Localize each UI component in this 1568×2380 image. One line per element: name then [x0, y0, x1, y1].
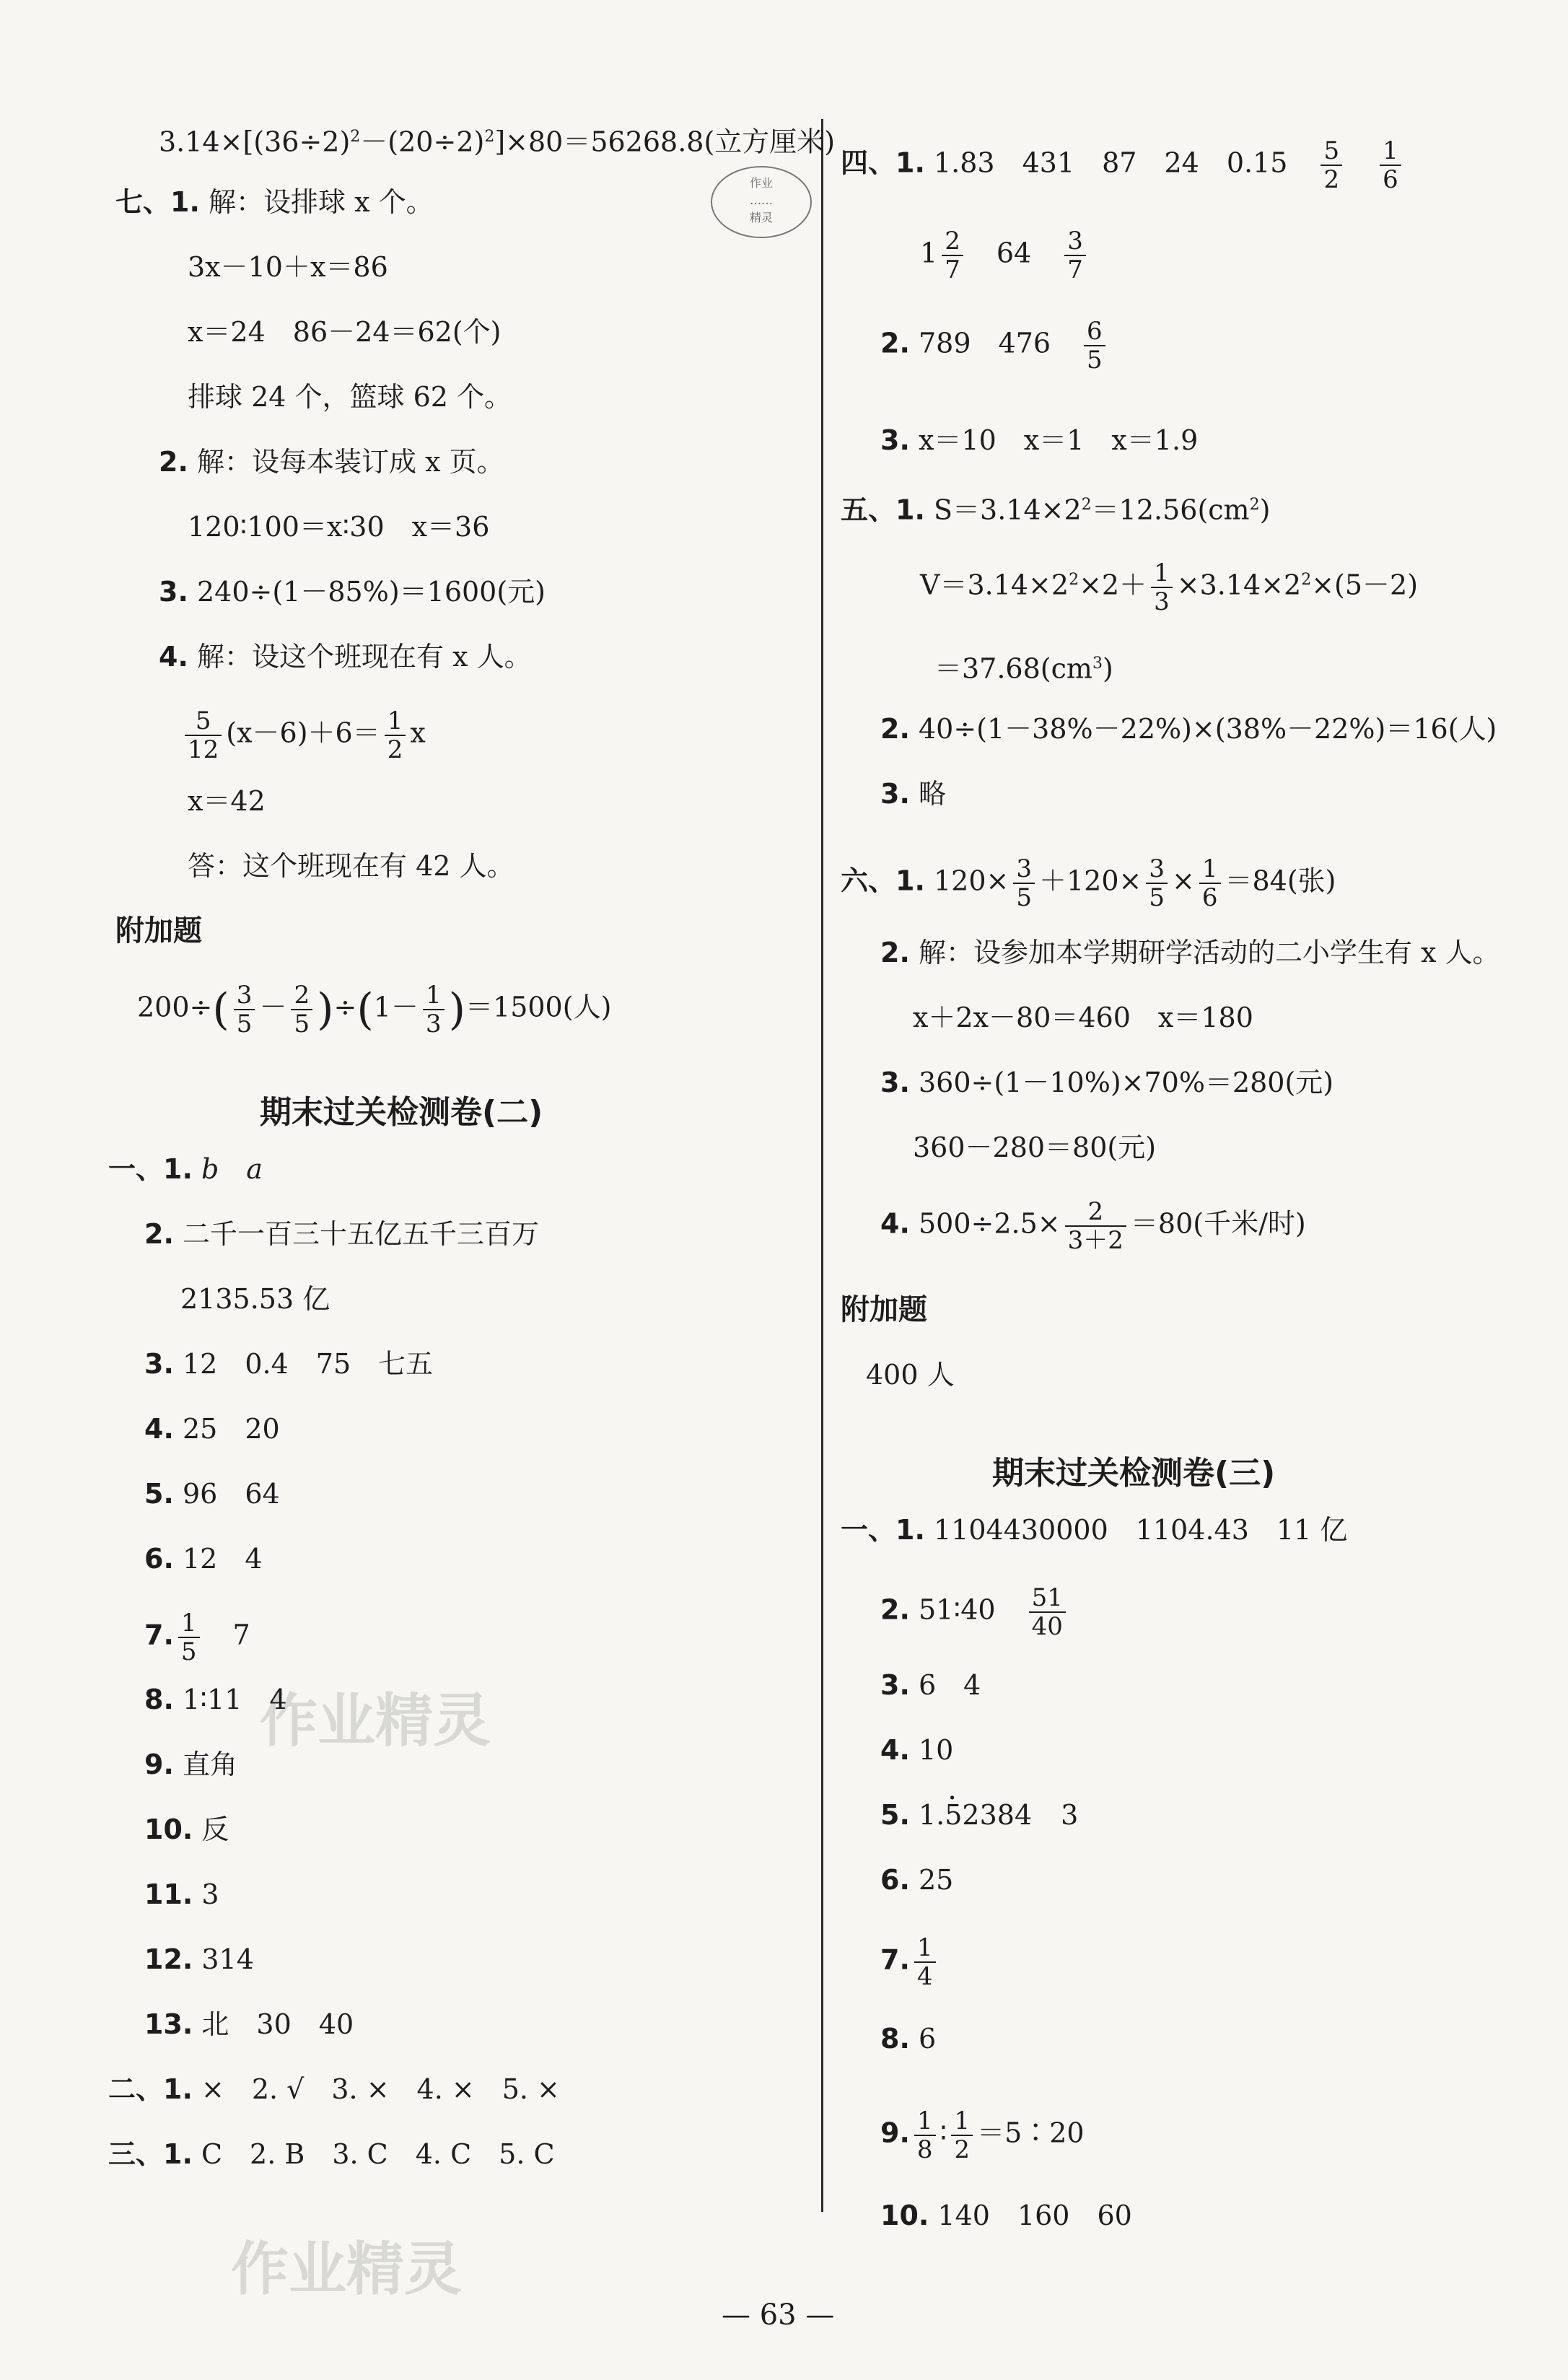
answer-line: $=37.68(cm^3)$ [934, 652, 1113, 685]
answer-line: 3x－10＋x＝86 [188, 251, 388, 283]
answer-line: 120∶100＝x∶30 x＝36 [188, 511, 490, 543]
section-title: 期末过关检测卷(三) [992, 1455, 1276, 1492]
answer-1-10: 10. 反 [144, 1814, 229, 1845]
answer-line: 1 $\frac{2}{7}$ 64 $\frac{3}{7}$ [920, 227, 1090, 284]
answer-1-12: 12. 314 [144, 1943, 254, 1975]
answer-1-1: 一、1. b a [108, 1153, 263, 1185]
answer-1-7: 7. $\frac{1}{5}$ 7 [144, 1609, 250, 1666]
answer-1-5: 5. 96 64 [144, 1478, 280, 1510]
answer-line: 400 人 [866, 1359, 955, 1391]
answer-line: 答：这个班现在有 42 人。 [188, 850, 514, 882]
answer-r1-2: 2. 51∶40 $\frac{51}{40}$ [880, 1584, 1070, 1640]
answer-5-3: 3. 略 [880, 778, 946, 810]
answer-r1-5: 5. 1.· 52384 3 [880, 1797, 1078, 1833]
answer-line: $3.14\times[(36\div 2)^2-(20\div 2)^2]\times 80=56268.8$(立方厘米) [159, 126, 836, 158]
section-heading: 附加题 [115, 914, 202, 948]
answer-line: 2135.53 亿 [180, 1283, 330, 1315]
answer-5-1: 五、1. $S=3.14\times 2^2=12.56(cm^2)$ [841, 494, 1271, 526]
answer-1-4: 4. 25 20 [144, 1413, 280, 1445]
answer-4-1: 四、1. 1.83 431 87 24 0.15 $\frac{5}{2}$ $\frac{1}{6}$ [841, 137, 1406, 193]
answer-2: 二、1. × 2. √ 3. × 4. × 5. × [108, 2073, 560, 2105]
answer-6-2: 2. 解：设参加本学期研学活动的二小学生有 x 人。 [880, 937, 1500, 968]
answer-1-6: 6. 12 4 [144, 1543, 263, 1575]
answer-7-1: 七、1. 解：设排球 x 个。 [115, 186, 434, 218]
answer-line: 200÷( $\frac{3}{5}$ － $\frac{2}{5}$ )÷(1－ $\frac{1}{3}$ )＝1500(人) [137, 981, 612, 1038]
answer-4-2: 2. 789 476 $\frac{6}{5}$ [880, 318, 1110, 374]
answer-4-3: 3. x＝10 x＝1 x＝1.9 [880, 424, 1199, 456]
answer-6-1: 六、1. 120× $\frac{3}{5}$ ＋120× $\frac{3}{5}$ × $\frac{1}{6}$ ＝84(张) [841, 854, 1336, 912]
answer-line: x＋2x－80＝460 x＝180 [913, 1002, 1253, 1033]
answer-line: x＝42 [188, 785, 266, 817]
answer-r1-9: 9. $\frac{1}{8}$ ∶ $\frac{1}{2}$ ＝5∶20 [880, 2106, 1085, 2164]
answer-1-2: 2. 二千一百三十五亿五千三百万 [144, 1218, 539, 1250]
answer-7-2: 2. 解：设每本装订成 x 页。 [159, 446, 504, 478]
answer-7-4: 4. 解：设这个班现在有 x 人。 [159, 641, 532, 673]
answer-line: $V=3.14\times 2^2\times 2+$ $\frac{1}{3}$ $\times 3.14\times 2^2\times(5-2)$ [920, 559, 1419, 616]
answer-6-4: 4. 500÷2.5× $\frac{2}{3+2}$ ＝80(千米/时) [880, 1197, 1306, 1255]
answer-line: 360－280＝80(元) [913, 1132, 1157, 1163]
answer-r1-3: 3. 6 4 [880, 1669, 981, 1701]
answer-r1-10: 10. 140 160 60 [880, 2200, 1132, 2231]
stamp: 作业 …… 精灵 [711, 166, 812, 238]
section-title: 期末过关检测卷(二) [260, 1094, 543, 1131]
answer-r1-8: 8. 6 [880, 2023, 937, 2055]
answer-5-2: 2. 40÷(1－38%－22%)×(38%－22%)＝16(人) [880, 713, 1497, 745]
section-heading: 附加题 [841, 1293, 927, 1326]
answer-r1-6: 6. 25 [880, 1864, 954, 1896]
answer-3: 三、1. C 2. B 3. C 4. C 5. C [108, 2138, 555, 2170]
answer-1-11: 11. 3 [144, 1878, 219, 1910]
column-divider [821, 119, 823, 2212]
answer-line: 排球 24 个，篮球 62 个。 [188, 381, 512, 413]
page-number: — 63 — [722, 2298, 835, 2332]
answer-1-13: 13. 北 30 40 [144, 2008, 354, 2040]
answer-1-3: 3. 12 0.4 75 七五 [144, 1348, 434, 1380]
answer-line: $\frac{5}{12}$ (x－6)＋6＝ $\frac{1}{2}$ x [180, 707, 426, 764]
answer-r1-7: 7. $\frac{1}{4}$ [880, 1934, 940, 1990]
answer-1-9: 9. 直角 [144, 1749, 237, 1780]
watermark: 作业精灵 [260, 1687, 491, 1754]
answer-r1-4: 4. 10 [880, 1734, 954, 1766]
answer-line: x＝24 86－24＝62(个) [188, 316, 502, 348]
watermark: 作业精灵 [231, 2236, 462, 2303]
answer-7-3: 3. 240÷(1－85%)＝1600(元) [159, 576, 546, 608]
answer-1-8: 8. 1∶11 4 [144, 1684, 287, 1715]
answer-r1-1: 一、1. 1104430000 1104.43 11 亿 [841, 1514, 1348, 1546]
answer-6-3: 3. 360÷(1－10%)×70%＝280(元) [880, 1067, 1334, 1098]
